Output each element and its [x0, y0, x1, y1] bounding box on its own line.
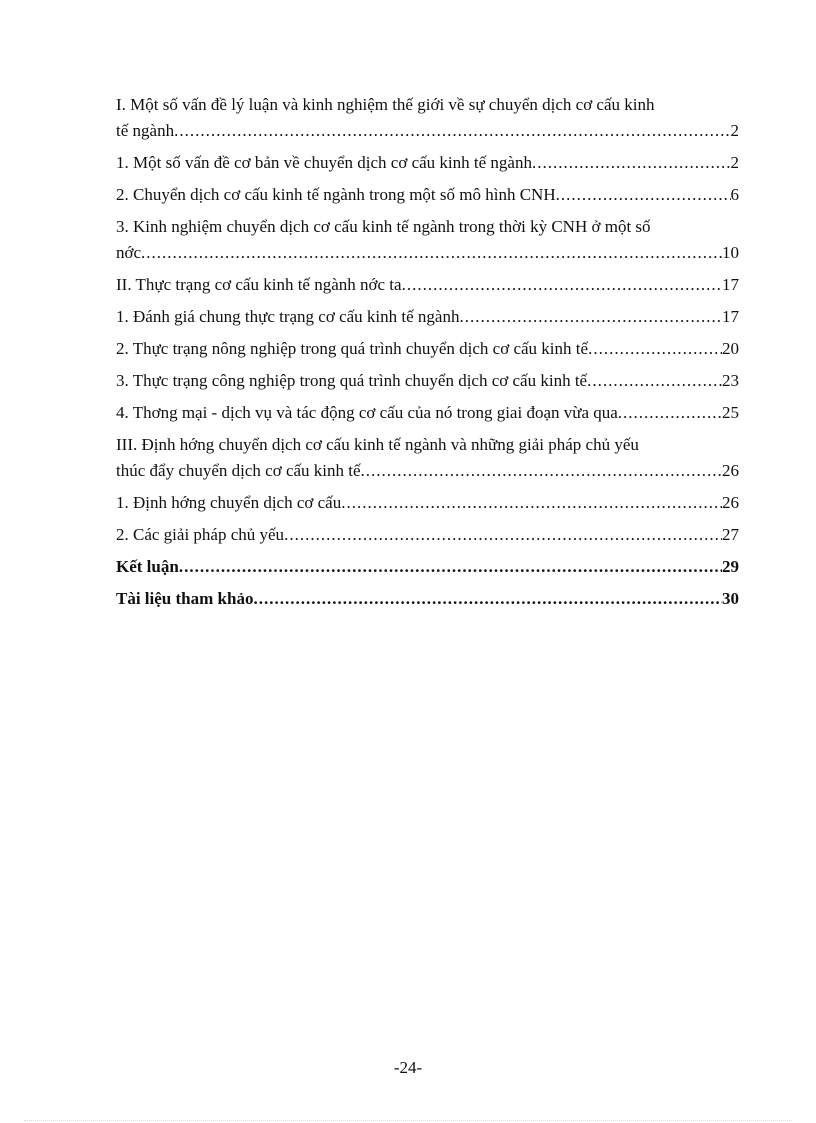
toc-entry-title: 2. Thực trạng nông nghiệp trong quá trình chuyển dịch cơ cấu kinh tế	[116, 339, 589, 358]
table-of-contents	[116, 92, 739, 618]
toc-entry-title: 1. Đánh giá chung thực trạng cơ cấu kinh tế ngành	[116, 307, 460, 326]
toc-entry-1-1	[116, 150, 739, 182]
toc-entry-title-cont: nớc	[116, 243, 142, 262]
toc-entry-page: 25	[722, 403, 739, 422]
dot-leader	[532, 150, 731, 176]
toc-entry-title: 1. Một số vấn đề cơ bản về chuyển dịch cơ cấu kinh tế ngành	[116, 153, 532, 172]
toc-entry-page: 17	[722, 275, 739, 294]
toc-entry-title: 3. Kinh nghiệm chuyển dịch cơ cấu kinh tế ngành trong thời kỳ CNH ở một số	[116, 217, 651, 236]
toc-entry-title: 2. Các giải pháp chủ yếu	[116, 525, 285, 544]
dot-leader	[253, 586, 722, 612]
toc-entry-page: 17	[722, 307, 739, 326]
toc-entry-page: 30	[722, 589, 739, 608]
toc-entry-title: 1. Định hớng chuyển dịch cơ cấu	[116, 493, 342, 512]
toc-entry-conclusion	[116, 554, 739, 586]
toc-entry-page: 20	[722, 339, 739, 358]
toc-entry-section-2	[116, 272, 739, 304]
toc-entry-title-cont: thúc đẩy chuyển dịch cơ cấu kinh tế	[116, 461, 361, 480]
toc-entry-1-3	[116, 214, 739, 266]
toc-entry-page: 27	[722, 525, 739, 544]
toc-entry-page: 26	[722, 461, 739, 480]
toc-entry-title: Kết luận	[116, 557, 179, 576]
toc-entry-2-1	[116, 304, 739, 336]
dot-leader	[361, 458, 722, 484]
toc-entry-2-4	[116, 400, 739, 432]
toc-entry-1-2	[116, 182, 739, 214]
toc-entry-2-3	[116, 368, 739, 400]
bottom-divider	[24, 1120, 792, 1121]
toc-entry-title: II. Thực trạng cơ cấu kinh tế ngành nớc ta	[116, 275, 402, 294]
dot-leader	[341, 490, 722, 516]
toc-entry-title: III. Định hớng chuyển dịch cơ cấu kinh tế ngành và những giải pháp chủ yếu	[116, 435, 639, 454]
toc-entry-title: I. Một số vấn đề lý luận và kinh nghiệm thế giới về sự chuyển dịch cơ cấu kinh	[116, 95, 655, 114]
toc-entry-3-2	[116, 522, 739, 554]
toc-entry-title: 3. Thực trạng công nghiệp trong quá trình chuyển dịch cơ cấu kinh tế	[116, 371, 588, 390]
toc-entry-references	[116, 586, 739, 618]
page-number: -24-	[393, 1058, 423, 1077]
toc-entry-page: 10	[722, 243, 739, 262]
dot-leader	[587, 368, 722, 394]
toc-entry-page: 26	[722, 493, 739, 512]
toc-entry-title-cont: tế ngành	[116, 121, 175, 140]
dot-leader	[402, 272, 722, 298]
dot-leader	[556, 182, 731, 208]
dot-leader	[174, 118, 730, 144]
toc-entry-title: Tài liệu tham khảo	[116, 589, 254, 608]
toc-entry-page: 29	[722, 557, 739, 576]
toc-entry-page: 2	[730, 153, 739, 172]
dot-leader	[179, 554, 722, 580]
dot-leader	[141, 240, 722, 266]
toc-entry-section-1	[116, 92, 739, 144]
dot-leader	[618, 400, 722, 426]
dot-leader	[588, 336, 722, 362]
toc-entry-2-2	[116, 336, 739, 368]
toc-entry-page: 6	[730, 185, 739, 204]
toc-entry-section-3	[116, 432, 739, 484]
toc-entry-title: 2. Chuyển dịch cơ cấu kinh tế ngành trong một số mô hình CNH	[116, 185, 556, 204]
toc-entry-3-1	[116, 490, 739, 522]
toc-entry-title: 4. Thơng mại - dịch vụ và tác động cơ cấu của nó trong giai đoạn vừa qua	[116, 403, 618, 422]
dot-leader	[284, 522, 722, 548]
toc-entry-page: 2	[730, 121, 739, 140]
toc-entry-page: 23	[722, 371, 739, 390]
dot-leader	[459, 304, 722, 330]
